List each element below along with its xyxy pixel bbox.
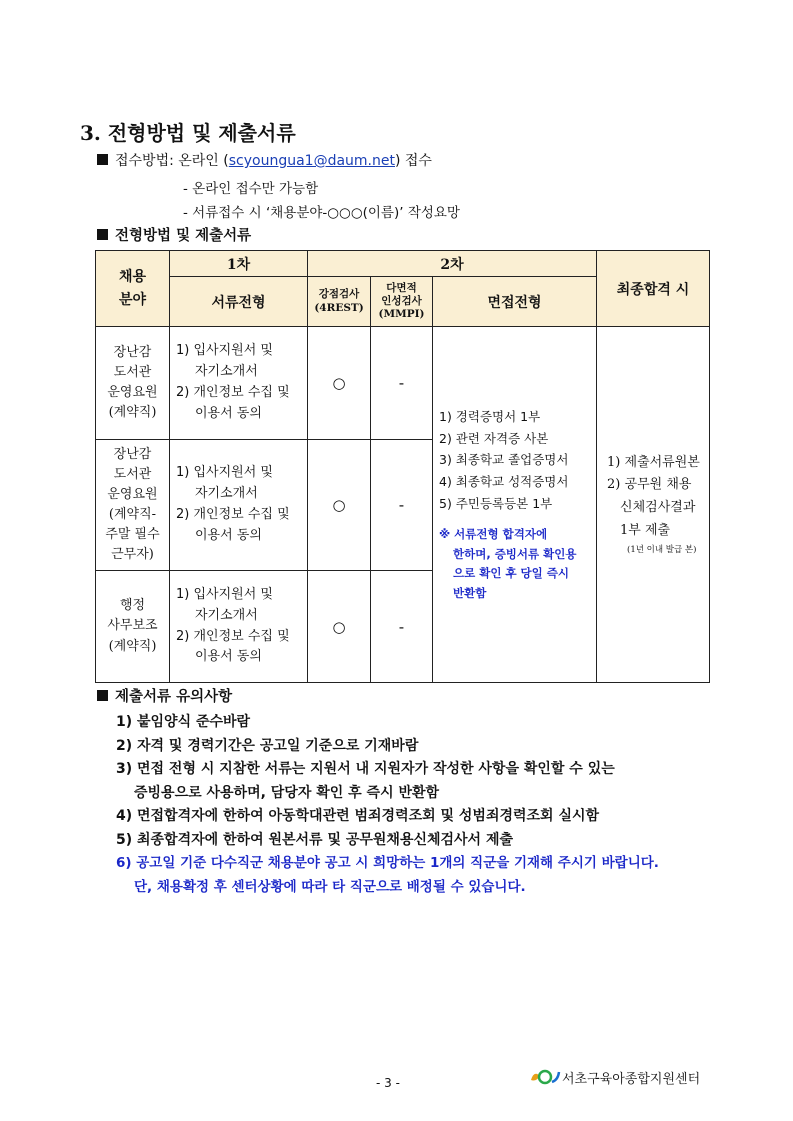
application-bullet-1: - 온라인 접수만 가능함 (183, 181, 319, 197)
personality-mark: - (371, 571, 433, 683)
final-cell: 1) 제출서류원본 2) 공무원 채용 신체검사결과 1부 제출 (1년 이내 발급 본) (597, 327, 710, 683)
notes-heading: 제출서류 유의사항 (97, 685, 232, 706)
aptitude-mark: ○ (308, 571, 371, 683)
note-item: 증빙용으로 사용하며, 담당자 확인 후 즉시 반환함 (134, 784, 440, 801)
header-stage1: 1차 (170, 251, 308, 277)
aptitude-mark: ○ (308, 440, 371, 571)
field-cell: 장난감 도서관 운영요원 (계약직) (96, 327, 170, 440)
application-bullet-2: - 서류접수 시 ‘채용분야-○○○(이름)’ 작성요망 (183, 205, 460, 221)
header-final: 최종합격 시 (597, 251, 710, 327)
note-item: 5) 최종합격자에 한하여 원본서류 및 공무원채용신체검사서 제출 (116, 831, 514, 848)
personality-mark: - (371, 440, 433, 571)
section-title: 3. 전형방법 및 제출서류 (80, 121, 296, 145)
table-heading: 전형방법 및 제출서류 (97, 224, 251, 245)
note-item: 6) 공고일 기준 다수직군 채용분야 공고 시 희망하는 1개의 직군을 기재해 주시기 바랍니다. (116, 855, 659, 871)
personality-mark: - (371, 327, 433, 440)
header-field: 채용 분야 (96, 251, 170, 327)
interview-cell: 1) 경력증명서 1부 2) 관련 자격증 사본 3) 최종학교 졸업증명서 4) 최종학교 성적증명서 5) 주민등록등본 1부 ※ 서류전형 합격자에 한하며, 증빙서류 확인용 으로 확인 후 당일 즉시 반환함 (433, 327, 597, 683)
center-logo-icon (528, 1066, 562, 1086)
notes-list (116, 711, 659, 899)
docs-cell: 1) 입사지원서 및 자기소개서 2) 개인정보 수집 및 이용서 동의 (170, 571, 308, 683)
aptitude-mark: ○ (308, 327, 371, 440)
header-interview: 면접전형 (433, 277, 597, 327)
docs-cell: 1) 입사지원서 및 자기소개서 2) 개인정보 수집 및 이용서 동의 (170, 327, 308, 440)
docs-cell: 1) 입사지원서 및 자기소개서 2) 개인정보 수집 및 이용서 동의 (170, 440, 308, 571)
square-bullet-icon (97, 690, 108, 701)
header-personality: 다면적 인성검사 (MMPI) (371, 277, 433, 327)
table-row (96, 327, 710, 440)
note-item: 3) 면접 전형 시 지참한 서류는 지원서 내 지원자가 작성한 사항을 확인할 수 있는 (116, 761, 615, 777)
footer-org: 서초구육아종합지원센터 (562, 1072, 701, 1087)
square-bullet-icon (97, 154, 108, 165)
note-item: 단, 채용확정 후 센터상황에 따라 타 직군으로 배정될 수 있습니다. (134, 878, 526, 895)
note-item: 1) 붙임양식 준수바람 (116, 714, 251, 730)
application-method: 접수방법: 온라인 (scyoungua1@daum.net) 접수 (97, 150, 432, 170)
square-bullet-icon (97, 229, 108, 240)
header-doc-review: 서류전형 (170, 277, 308, 327)
note-item: 4) 면접합격자에 한하여 아동학대관련 범죄경력조회 및 성범죄경력조회 실시함 (116, 808, 600, 824)
header-stage2: 2차 (308, 251, 597, 277)
selection-table (95, 250, 710, 683)
header-aptitude: 강점검사 (4REST) (308, 277, 371, 327)
field-cell: 장난감 도서관 운영요원 (계약직- 주말 필수 근무자) (96, 440, 170, 571)
email-link[interactable]: scyoungua1@daum.net (228, 153, 395, 169)
interview-note: ※ 서류전형 합격자에 한하며, 증빙서류 확인용 으로 확인 후 당일 즉시 반환함 (439, 527, 577, 600)
field-cell: 행정 사무보조 (계약직) (96, 571, 170, 683)
page-number: - 3 - (376, 1076, 400, 1090)
note-item: 2) 자격 및 경력기간은 공고일 기준으로 기재바람 (116, 737, 419, 754)
